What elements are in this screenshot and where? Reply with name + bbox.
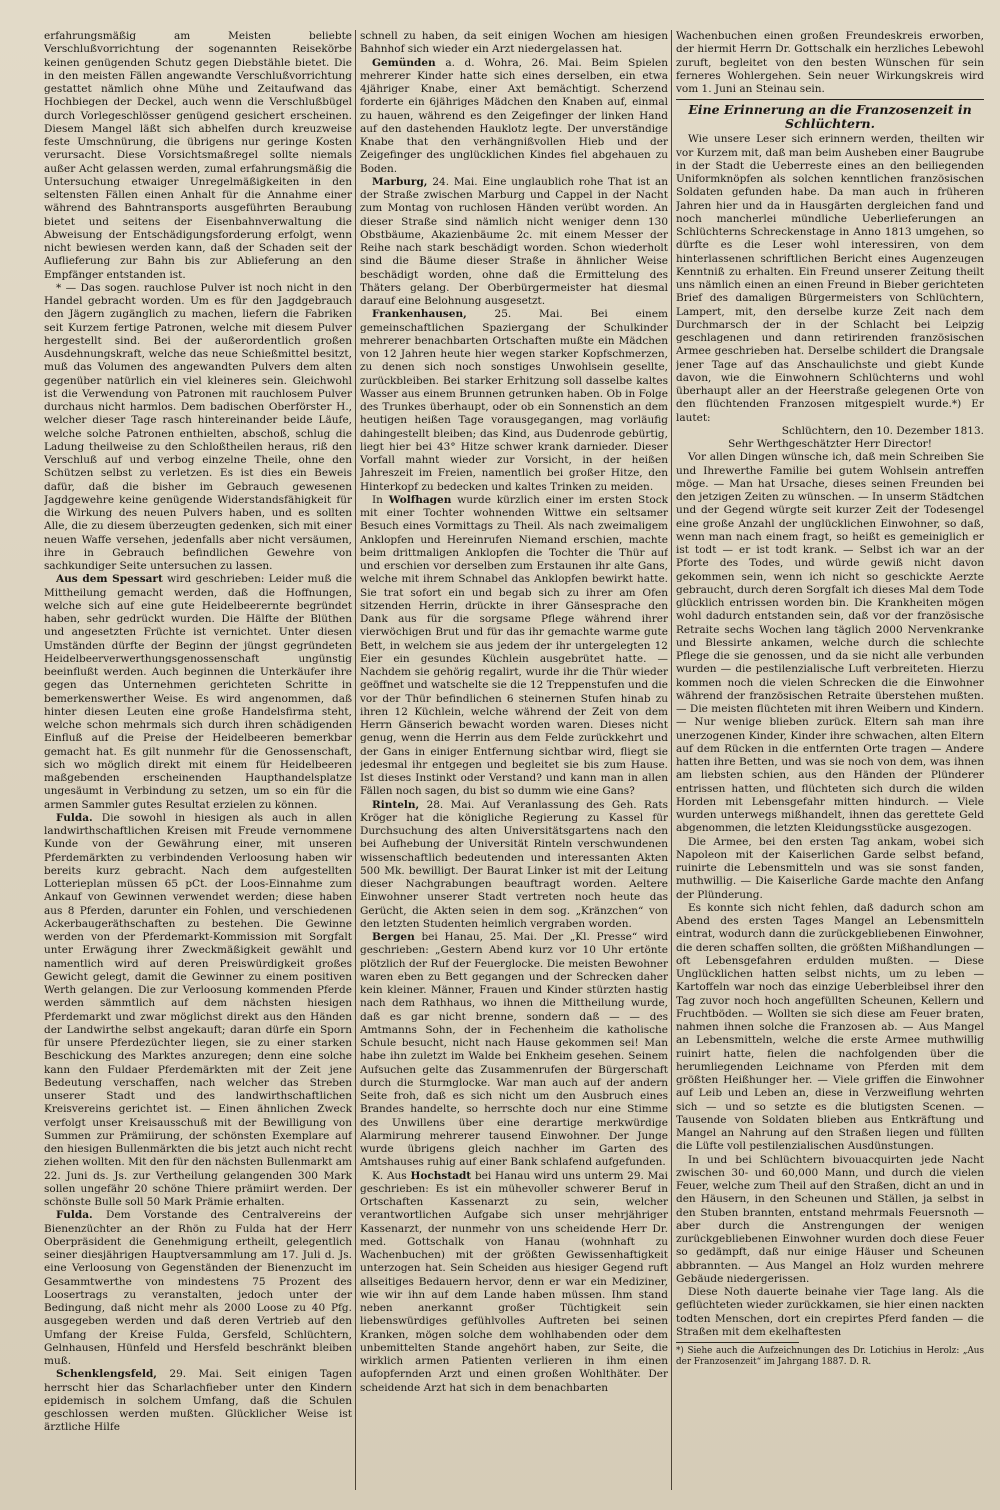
article-fulda-horses-text: Die sowohl in hiesigen als auch in allen landwirthschaftlichen Kreisen mit Freude vernommene Kunde von der Gewährung einer, mit unseren Pferdemärkten zu verbindenden Verloosung haben wir bereits kurz gebracht. Nach dem aufgestellten Lotterieplan müssen 65 pCt. der Loos-Einnahme zum Ankauf von Gewinnen verwendet werden; diese haben aus 8 Pferden, darunter ein Fohlen, und verschiedenen Ackerbaugeräthschaften zu bestehen. Die Gewinne werden von der Pferdemarkt-Kommission mit Sorgfalt unter Erwägung ihrer Zweckmäßigkeit gewählt und namentlich wird auf deren Preiswürdigkeit großes Gewicht gelegt, damit die Gewinner zu einem positiven Werth gelangen. Die zur Verloosung kommenden Pferde werden sämmtlich auf dem nächsten hiesigen Pferdemarkt und zwar möglichst direkt aus den Händen der Landwirthe selbst angekauft; daran dürfe ein Sporn für unsere Pferdezüchter liegen, sie zu einer starken Beschickung des Marktes anzuregen; denn eine solche kann den Fuldaer Pferdemärkten mit der Zeit jene Bedeutung verschaffen, nach welcher das Streben unserer Stadt und des landwirthschaftlichen Kreisvereins gerichtet ist. — Einen ähnlichen Zweck verfolgt unser Kreisausschuß mit der Bewilligung von Summen zur Prämiirung, der schönsten Exemplare auf den hiesigen Bullenmärkten die bis jetzt auch nicht recht ziehen wollten. Mit den für den nächsten Bullenmarkt am 22. Juni ds. Js. zur Vertheilung gelangenden 300 Mark sollen ungefähr 20 schöne Thiere prämiirt werden. Der schönste Bulle soll 50 Mark Prämie erhalten.: [44, 811, 352, 1208]
dateline-marburg: Marburg,: [372, 175, 428, 188]
article-fulda-horses: [44, 812, 352, 1210]
dateline-fulda-1: Fulda.: [56, 811, 93, 824]
letter-paragraph-5: Diese Noth dauerte beinahe vier Tage lang. Als die geflüchteten wieder zurückkamen, sie hier einen nackten todten Menschen, dort ein crepirtes Pferd fanden — die Straßen mit dem ekelhaftesten: [676, 1286, 984, 1338]
letter-salutation: Sehr Werthgeschätzter Herr Director!: [728, 438, 932, 450]
column-middle: [360, 30, 668, 1506]
article-schenklengsfeld-text: 29. Mai. Seit einigen Tagen herrscht hier das Scharlachfieber unter den Kindern epidemisch in solchem Umfang, daß die Schulen geschlossen werden mußten. Glücklicher Weise ist ärztliche Hilfe: [44, 1368, 352, 1434]
article-luggage-locks: erfahrungsmäßig am Meisten beliebte Verschlußvorrichtung der sogenannten Reisekörbe keinen genügenden Schutz gegen Diebstähle bietet. Die in den meisten Fällen angewandte Verschlußvorrichtung gestattet nämlich ohne Mühe und Zeitaufwand das Hochbiegen der Deckel, auch wenn die Verschlußbügel durch Vorlegeschlösser genügend gesichert erscheinen. Diesem Mangel läßt sich abhelfen durch kreuzweise feste Umschnürung, die übrigens nur geringe Kosten verursacht. Diese Vorsichtsmaßregel sollte niemals außer Acht gelassen werden, zumal erfahrungsmäßig die Untersuchung etwaiger Unregelmäßigkeiten in den seltensten Fällen einen Anhalt für die Annahme einer während des Bahntransports ausgeführten Beraubung bietet und seitens der Eisenbahnverwaltung die Abweisung der Entschädigungsforderung erfolgt, wenn nicht bewiesen werden kann, daß der Schaden seit der Auflieferung zur Bahn bis zur Ablieferung an den Empfänger entstanden ist.: [44, 30, 352, 281]
column-left: [44, 30, 352, 1506]
feature-title: Eine Erinnerung an die Franzosenzeit in Schlüchtern.: [688, 102, 972, 132]
letter-paragraph-2: Die Armee, bei den ersten Tag ankam, wobei sich Napoleon mit der Kaiserlichen Garde selbst befand, ruinirte die Lebensmitteln und was sie sonst fanden, muthwillig. — Die Kaiserliche Garde machte den Anfang der Plünderung.: [676, 835, 984, 901]
article-rinteln-text: 28. Mai. Auf Veranlassung des Geh. Rats Kröger hat die königliche Regierung zu Kassel für Durchsuchung des alten Universitätsgartens nach den bei Aufhebung der Universität Rinteln verschwundenen wissenschaftlich bedeutenden und interessanten Akten 500 Mk. bewilligt. Der Baurat Linker ist mit der Leitung dieser Nachgrabungen beauftragt worden. Aeltere Einwohner unserer Stadt vertreten noch heute das Gerücht, die Akten seien in dem sog. „Kränzchen“ von den letzten Studenten heimlich vergraben worden.: [360, 798, 668, 930]
letter-paragraph-4: In und bei Schlüchtern bivouacquirten jede Nacht zwischen 30- und 60,000 Mann, und durch die vielen Feuer, welche zum Theil auf den Straßen, dicht an und in den Häusern, in den Scheunen und Ställen, ja selbst in den Stuben brannten, entstand mehrmals Feuersnoth — aber durch die Anstrengungen der wenigen zurückgebliebenen Einwohner wurden doch diese Feuer so gedämpft, daß nur einige Häuser und Scheunen abbrannten. — Aus Mangel an Holz wurden mehrere Gebäude niedergerissen.: [676, 1153, 984, 1285]
column-divider-2: [671, 30, 672, 1490]
article-wolfhagen-prefix: In: [372, 493, 383, 506]
letter-paragraph-1: Vor allen Dingen wünsche ich, daß mein Schreiben Sie und Ihrewerthe Familie bei gutem Wohlsein antreffen möge. — Man hat Ursache, dieses seinen Freunden bei den jetzigen Zeiten zu wünschen. — In unserm Städtchen und der Gegend würgte seit kurzer Zeit der Todesengel eine große Anzahl der unglücklichen Einwohner, so daß, wenn man nach einem fragt, so heißt es gemeiniglich er ist todt — er ist todt krank. — Selbst ich war an der Pforte des Todes, und würde gewiß nicht davon gekommen sein, wenn ich nicht so geschickte Aerzte gebraucht, durch deren Sorgfalt ich dieses Mal dem Tode glücklich entrissen worden bin. Die Krankheiten mögen wohl dadurch entstanden sein, daß vor der französische Retraite sechs Wochen lang täglich 2000 Nervenkranke und Blessirte ankamen, welche durch die schlechte Pflege die sie genossen, und da sie nicht alle verbunden wurden — die pestilenzialische Luft verbreiteten. Hierzu kommen noch die vielen Schrecken die die Einwohner während der französischen Retraite überstehen mußten. — Die meisten flüchteten mit ihren Weibern und Kindern. — Nur wenige blieben zurück. Eltern sah man ihre unerzogenen Kinder, Kinder ihre schwachen, alten Eltern auf dem Rücken in die entfernten Orte tragen — Andere hatten ihre Betten, und was sie noch von dem, was ihnen am liebsten schien, aus den Händen der Plünderer entrissen hatten, und flüchteten sich durch die wilden Horden mit Lebensgefahr mitten hindurch. — Viele wurden unterwegs mißhandelt, ihnen das gerettete Geld abgenommen, die letzten Kleidungsstücke ausgezogen.: [676, 451, 984, 835]
dateline-rinteln: Rinteln,: [372, 798, 420, 811]
article-schenklengsfeld: [44, 1368, 352, 1434]
letter-paragraph-3: Es konnte sich nicht fehlen, daß dadurch schon am Abend des ersten Tages Mangel an Lebensmitteln eintrat, wodurch dann die zurückgebliebenen Einwohner, die deren schaffen sollten, die größten Mißhandlungen — oft Lebensgefahren erdulden mußten. — Diese Unglücklichen hatten selbst nichts, um zu leben — Kartoffeln war noch das einzige Ueberbleibsel ihrer den Tag zuvor noch hoch angefüllten Scheunen, Kellern und Fruchtböden. — Wollten sie sich diese am Feuer braten, nahmen ihnen solche die Franzosen ab. — Aus Mangel an Lebensmitteln, welche die erste Armee muthwillig ruinirt hatte, fielen die nachfolgenden über die herumliegenden Leichname von Pferden mit dem größten Heißhunger her. — Viele griffen die Einwohner auf Leib und Leben an, diese in Verzweiflung wehrten sich — und so setzte es die blutigsten Scenen. — Tausende von Soldaten blieben aus Entkräftung und Mangel an Nahrung auf den Straßen liegen und füllten die Lüfte voll pestilenzialischen Ausdünstungen.: [676, 901, 984, 1153]
article-frankenhausen: [360, 308, 668, 494]
article-hochstadt-text: bei Hanau wird uns unterm 29. Mai geschrieben: Es ist ein mühevoller schwerer Beruf in Ortschaften Kassenarzt zu sein, welcher verantwortlichen Aufgabe sich unser mehrjähriger Kassenarzt, der nunmehr von uns scheidende Herr Dr. med. Gottschalk von Hanau (wohnhaft zu Wachenbuchen) mit der größten Gewissenhaftigkeit unterzogen hat. Sein Scheiden aus hiesiger Gegend ruft allseitiges Bedauern hervor, denn er war ein Mediziner, wie wir ihn auf dem Lande haben müssen. Ihm stand neben anerkannt großer Tüchtigkeit sein liebenswürdiges gefühlvolles Auftreten bei seinen Kranken, mögen solche dem wohlhabenden oder dem unbemittelten Stande angehört haben, zur Seite, die wirklich armen Patienten verlieren in ihm einen aufopfernden Arzt und einen großen Wohlthäter. Der scheidende Arzt hat sich in dem benachbarten: [360, 1169, 668, 1394]
article-rinteln: [360, 799, 668, 932]
column-right: [676, 30, 984, 1506]
article-spessart-text: wird geschrieben: Leider muß die Mittheilung gemacht werden, daß die Hoffnungen, welche sich auf eine gute Heidelbeerernte begründet haben, sehr gedrückt wurden. Die Hälfte der Blüthen und angesetzten Früchte ist vernichtet. Unter diesen Umständen dürfte der Beginn der jüngst gegründeten Heidelbeerverwerthungsgenossenschaft ungünstig beeinflußt werden. Auch beginnen die Unterkäufer ihre gegen das Unternehmen gerichteten Schritte in bemerkenswerther Weise. Es wird angenommen, daß hinter diesen Leuten eine große Handelsfirma steht, welche schon mehrmals sich durch ihren schädigenden Einfluß auf die Preise der Heidelbeeren bemerkbar gemacht hat. Es gilt nunmehr für die Genossenschaft, sich wo möglich direkt mit einem für Heidelbeeren maßgebenden erscheinenden Haupthandelsplatze ungesäumt in Verbindung zu setzen, um so ein für die armen Sammler gutes Resultat erzielen zu können.: [44, 573, 352, 811]
article-hochstadt: [360, 1170, 668, 1395]
dateline-frankenhausen: Frankenhausen,: [372, 308, 467, 321]
article-smokeless-powder: * — Das sogen. rauchlose Pulver ist noch nicht in den Handel gebracht worden. Um es für den Jagdgebrauch den Jägern zugänglich zu machen, liefern die Fabriken seit Kurzem fertige Patronen, welche mit diesem Pulver hergestellt sind. Bei der außerordentlich großen Ausdehnungskraft, welche das neue Schießmittel besitzt, muß das Volumen des angewandten Pulvers dem alten gegenüber natürlich ein viel kleineres sein. Gleichwohl ist die Verwendung von Patronen mit rauchlosem Pulver durchaus nicht harmlos. Dem badischen Oberförster H., welcher dieser Tage rasch hintereinander beide Läufe, welche solche Patronen enthielten, abschoß, schlug die Ladung theilweise zu den Schloßtheilen heraus, riß den Verschluß auf und verbog einzelne Theile, ohne den Schützen selbst zu verletzen. Es ist dies ein Beweis dafür, daß die bisher im Gebrauch gewesenen Jagdgewehre keine genügende Widerstandsfähigkeit für die Wirkung des neuen Pulvers haben, und es sollten Alle, die zu diesem überzeugten gedenken, sich mit einer neuen Waffe versehen, jedenfalls aber nicht versäumen, ihre in Gebrauch befindlichen Gewehre von sachkundiger Seite untersuchen zu lassen.: [44, 281, 352, 572]
letter-dateline: Schlüchtern, den 10. Dezember 1813.: [781, 424, 984, 437]
article-spessart: [44, 573, 352, 812]
feature-intro: Wie unsere Leser sich erinnern werden, theilten wir vor Kurzem mit, daß man beim Ausheben einer Baugrube in der Stadt die Ueberreste eines an den beiliegenden Uniformknöpfen als solchen kenntlichen französischen Soldaten gefunden habe. Da man auch in früheren Jahren hier und da in Hausgärten dergleichen fand und noch mancherlei mündliche Ueberlieferungen an Schlüchterns Schreckenstage in Anno 1813 umgehen, so dürfte es die Leser wohl interessiren, von dem hinterlassenen schriftlichen Bericht eines Augenzeugen Kenntniß zu erhalten. Ein Freund unserer Zeitung theilt uns nämlich einen an einen Freund in Bieber gerichteten Brief des damaligen Bürgermeisters von Schlüchtern, Lampert, mit, den derselbe kurze Zeit nach dem Durchmarsch der in der Schlacht bei Leipzig geschlagenen und dann retirirenden französischen Armee geschrieben hat. Derselbe schildert die Drangsale jener Tage auf das Anschaulichste und giebt Kunde davon, wie die Einwohnern Schlüchterns und wohl überhaupt aller an der Heerstraße gelegenen Orte von den flüchtenden Franzosen mitgespielt wurde.*) Er lautet:: [676, 133, 984, 424]
article-marburg-text: 24. Mai. Eine unglaublich rohe That ist an der Straße zwischen Marburg und Cappel in der Nacht zum Montag von ruchlosen Händen verübt worden. An dieser Straße sind nämlich nicht weniger denn 130 Obstbäume, Akazienbäume 2c. mit einem Messer der Reihe nach stark beschädigt worden. Schon wiederholt sind die Bäume dieser Straße in ähnlicher Weise beschädigt worden, ohne daß die Ermittelung des Thäters gelang. Der Oberbürgermeister hat diesmal darauf eine Belohnung ausgesetzt.: [360, 175, 668, 307]
dateline-fulda-2: Fulda.: [56, 1209, 93, 1222]
dateline-spessart: Aus dem Spessart: [56, 573, 163, 586]
article-fulda-bees: [44, 1209, 352, 1368]
article-bergen-text: bei Hanau, 25. Mai. Der „Kl. Presse“ wird geschrieben: „Gestern Abend kurz vor 10 Uhr ertönte plötzlich der Ruf der Feuerglocke. Die meisten Bewohner waren eben zu Bett gegangen und der Schrecken daher kein kleiner. Männer, Frauen und Kinder stürzten hastig nach dem Rathhaus, wo ihnen die Mittheilung wurde, daß es gar nicht brenne, sondern daß — — des Amtmanns Sohn, der in Fechenheim die katholische Schule besucht, nicht nach Hause gekommen sei! Man habe ihn zuletzt im Walde bei Enkheim gesehen. Seinem Aufsuchen gelte das Zusammenrufen der Bürgerschaft durch die Sturmglocke. War man auch auf der andern Seite froh, daß es sich nicht um den Ausbruch eines Brandes handelte, so herrschte doch nur eine Stimme des Unwillens über eine derartige merkwürdige Alarmirung mehrerer tausend Einwohner. Der Junge wurde übrigens gleich nachher im Garten des Amtshauses ruhig auf einer Bank schlafend aufgefunden.: [360, 931, 668, 1169]
dateline-wolfhagen: Wolfhagen: [388, 493, 452, 506]
article-marburg: [360, 176, 668, 309]
dateline-schenklengsfeld: Schenklengsfeld,: [56, 1368, 157, 1381]
article-wolfhagen: [360, 494, 668, 799]
footnote: *) Siehe auch die Aufzeichnungen des Dr. Lotichius in Herolz: „Aus der Franzosenzeit“ im Jahrgang 1887. D. R.: [676, 1346, 984, 1367]
article-gemuenden: [360, 57, 668, 176]
footnote-rule: [676, 1342, 799, 1343]
article-schenklengsfeld-cont: schnell zu haben, da seit einigen Wochen am hiesigen Bahnhof sich wieder ein Arzt niedergelassen hat.: [360, 30, 668, 56]
article-fulda-bees-text: Dem Vorstande des Centralvereins der Bienenzüchter an der Rhön zu Fulda hat der Herr Oberpräsident die Genehmigung ertheilt, gelegentlich seiner diesjährigen Hauptversammlung am 17. Juli d. Js. eine Verloosung von Gegenständen der Bienenzucht im Gesammtwerthe von mindestens 75 Prozent des Loosertrags zu veranstalten, jedoch unter der Bedingung, daß nicht mehr als 2000 Loose zu 40 Pfg. ausgegeben werden und daß deren Vertrieb auf den Umfang der Kreise Fulda, Gersfeld, Schlüchtern, Gelnhausen, Hünfeld und Hersfeld beschränkt bleiben muß.: [44, 1209, 352, 1367]
dateline-hochstadt: Hochstadt: [410, 1169, 472, 1182]
article-gemuenden-text: a. d. Wohra, 26. Mai. Beim Spielen mehrerer Kinder hatte sich eines derselben, ein etwa 4jähriger Knabe, einer Axt bemächtigt. Scherzend forderte ein 6jähriges Mädchen den Knaben auf, einmal zu hauen, während es den Zeigefinger der linken Hand auf den dastehenden Hauklotz legte. Der unverständige Knabe that den verhängnißvollen Hieb und der Zeigefinger des unglücklichen Kindes fiel abgehauen zu Boden.: [360, 56, 668, 175]
column-divider-1: [355, 30, 356, 1490]
article-hochstadt-prefix: K. Aus: [372, 1169, 407, 1182]
article-wolfhagen-text: wurde kürzlich einer im ersten Stock mit einer Tochter wohnenden Wittwe ein seltsamer Besuch eines Vormittags zu Theil. Als nach zweimaligem Anklopfen und Hereinrufen Niemand erschien, machte beim drittmaligen Anklopfen die Tochter die Thür auf und erschien vor derselben zum Erstaunen ihr alte Gans, welche mit ihrem Schnabel das Anklopfen bewirkt hatte. Sie trat sofort ein und begab sich zu ihrer am Ofen sitzenden Herrin, drückte in ihrer Gänsesprache den Dank aus für die sorgsame Pflege während ihrer vierwöchigen Brut und für das ihr gemachte warme gute Bett, in welchem sie aus jedem der ihr untergelegten 12 Eier ein gesundes Küchlein ausgebrütet hatte. — Nachdem sie gehörig regalirt, wurde ihr die Thür wieder geöffnet und watschelte sie die 12 Treppenstufen und die vor der Thür befindlichen 6 steinernen Stufen hinab zu ihren 12 Küchlein, welche während der Zeit von dem Herrn Gänserich bewacht worden waren. Dieses nicht genug, wenn die Herrin aus dem Felde zurückkehrt und der Gans in einiger Entfernung sichtbar wird, fliegt sie jedesmal ihr entgegen und begleitet sie bis zum Hause. Ist dieses Instinkt oder Verstand? und kann man in allen Fällen noch sagen, du bist so dumm wie eine Gans?: [360, 493, 668, 798]
dateline-gemuenden: Gemünden: [372, 56, 436, 69]
dateline-bergen: Bergen: [372, 931, 415, 943]
article-bergen: [360, 931, 668, 1170]
article-hochstadt-cont: Wachenbuchen einen großen Freundeskreis erworben, der hiermit Herrn Dr. Gottschalk ein herzliches Lebewohl zuruft, begleitet von den besten Wünschen für sein ferneres Wohlergehen. Sein neuer Wirkungskreis wird vom 1. Juni an Steinau sein.: [676, 30, 984, 95]
article-separator: [676, 99, 984, 100]
article-frankenhausen-text: 25. Mai. Bei einem gemeinschaftlichen Spaziergang der Schulkinder mehrerer benachbarten Ortschaften mußte ein Mädchen von 12 Jahren heute hier wegen starker Kopfschmerzen, zu denen sich noch sonstiges Unwohlsein gesellte, zurückbleiben. Bei starker Erhitzung soll dasselbe kaltes Wasser aus einem Brunnen getrunken haben. Ob in Folge des Trunkes überhaupt, oder ob ein Sonnenstich an dem heutigen heißen Tage vorausgegangen, mag vorläufig dahingestellt bleiben; das Kind, aus Dudenrode gebürtig, liegt hier bei 43° Hitze schwer krank darnieder. Dieser Vorfall mahnt wieder zur Vorsicht, in der heißen Jahreszeit im Freien, namentlich bei großer Hitze, den Hinterkopf zu bedecken und kaltes Trinken zu meiden.: [360, 308, 668, 493]
